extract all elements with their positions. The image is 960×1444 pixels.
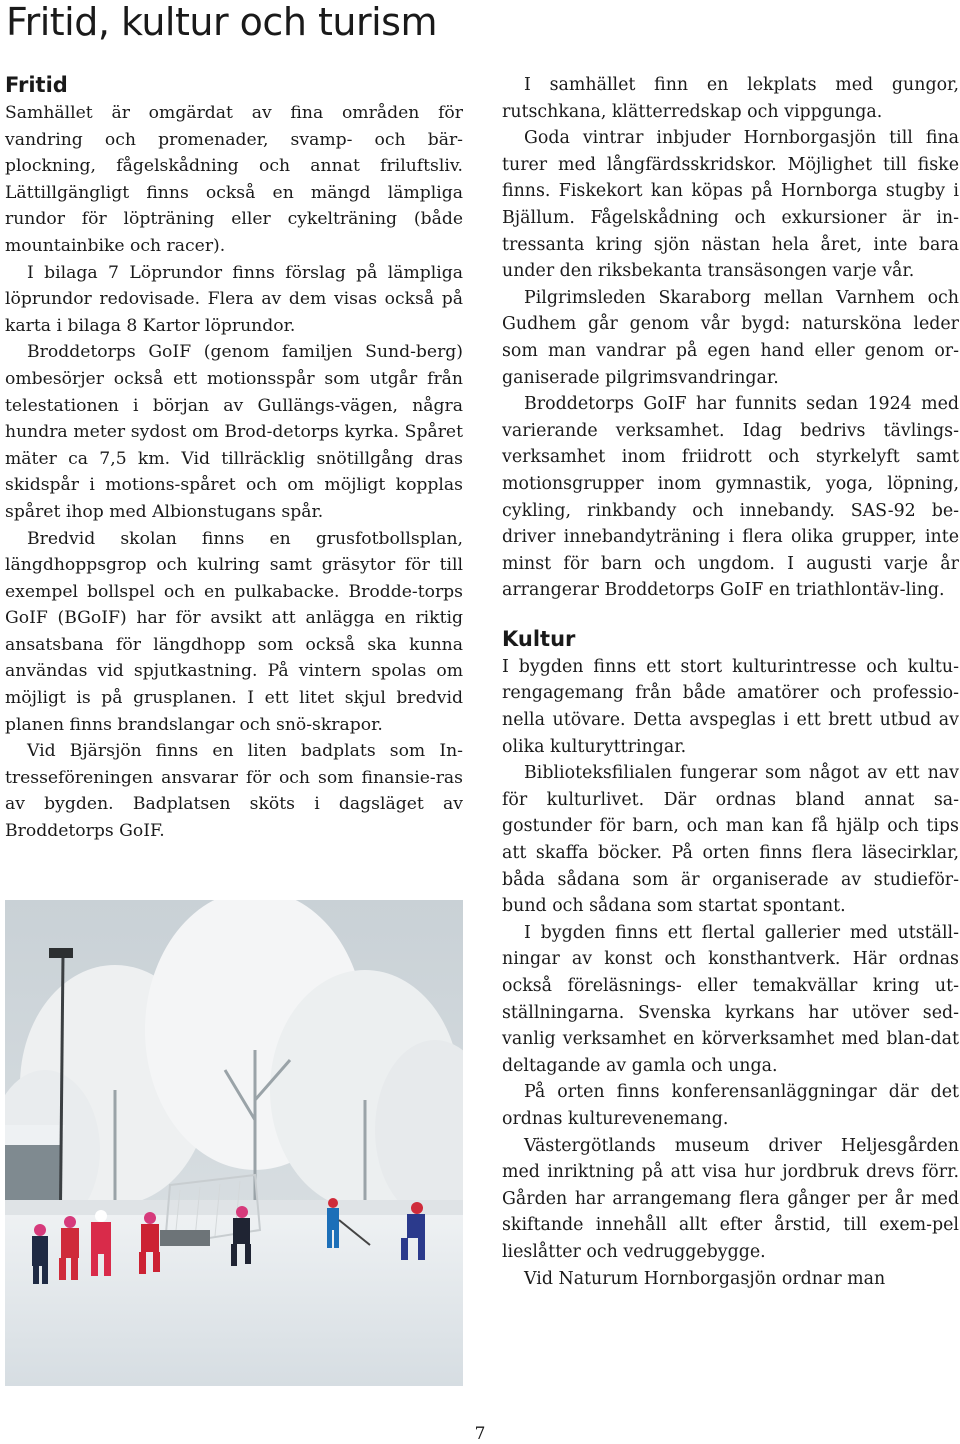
paragraph: Broddetorps GoIF har funnits sedan 1924 med varierande verksamhet. Idag bedrivs tävlings-verksamhet inom friidrott och styrkelyft samt motionsgrupper inom gymnastik, yoga, löpning, cykling, rinkbandy och innebandy. SAS-92 be-driver innebandyträning i flera olika grupper, inte minst för barn och ungdom. I augusti varje år arrangerar Broddetorps GoIF en triathlontäv-ling. xyxy=(502,394,959,601)
paragraph: I bilaga 7 Löprundor finns förslag på lämpliga löprundor redovisade. Flera av dem visas också på karta i bilaga 8 Kartor löprundor. xyxy=(5,262,463,336)
paragraph: På orten finns konferensanläggningar där det ordnas kulturevenemang. xyxy=(502,1082,959,1129)
paragraph: Broddetorps GoIF (genom familjen Sund-berg) ombesörjer också ett motionsspår som utgår från telestationen i början av Gullängs-vägen, några hundra meter sydost om Brod-detorps kyrka. Spåret mäter ca 7,5 km. Vid tillräcklig snötillgång dras skidspår i motions-spåret och om möjligt kopplas spåret ihop med Albionstugans spår. xyxy=(5,342,463,522)
paragraph: Biblioteksfilialen fungerar som något av ett nav för kulturlivet. Där ordnas bland annat sa-gostunder för barn, och man kan få hjälp och tips att skaffa böcker. På orten finns flera läsecirklar, båda sådana som är organiserade av studieför-bund och sådana som startat spontant. xyxy=(502,763,959,917)
section-heading-fritid: Fritid xyxy=(5,73,68,97)
page-title: Fritid, kultur och turism xyxy=(6,0,437,44)
kultur-text xyxy=(502,654,959,1292)
paragraph: Samhället är omgärdat av fina områden för vandring och promenader, svamp- och bär-plockning, fågelskådning och annat friluftsliv. Lättillgängligt finns också en mängd lämpliga rundor för löpträning eller cykelträning (både mountainbike och racer). xyxy=(5,103,463,256)
page-number: 7 xyxy=(474,1424,486,1444)
house xyxy=(5,1125,65,1200)
paragraph: Pilgrimsleden Skaraborg mellan Varnhem och Gudhem går genom vår bygd: natursköna leder som man vandrar på egen hand eller genom or-ganiserade pilgrimsvandringar. xyxy=(502,287,959,388)
paragraph: Vid Bjärsjön finns en liten badplats som In-tresseföreningen ansvarar för och som finansie-ras av bygden. Badplatsen sköts i dagsläget av Broddetorps GoIF. xyxy=(5,741,463,842)
paragraph: Vid Naturum Hornborgasjön ordnar man xyxy=(524,1268,886,1289)
paragraph: I bygden finns ett flertal gallerier med utställ-ningar av konst och konsthantverk. Här ordnas också föreläsnings- eller temakvällar kring ut-ställningarna. Svenska kyrkans har utöver sed-vanlig verksamhet en körverksamhet med blan-dat deltagande av gamla och unga. xyxy=(502,922,959,1076)
paragraph: Goda vintrar inbjuder Hornborgasjön till fina turer med långfärdsskridskor. Möjlighet till fiske finns. Fiskekort kan köpas på Hornborga stugby i Bjällum. Fågelskådning och exkursioner är in-tressanta kring sjön nästan hela året, inte bara under den riksbekanta transäsongen varje vår. xyxy=(502,128,959,282)
ice-skating-illustration xyxy=(5,900,463,1386)
paragraph: Bredvid skolan finns en grusfotbollsplan, längdhoppsgrop och kulring samt gräsytor för till exempel bollspel och en pulkabacke. Brodde-torps GoIF (BGoIF) har för avsikt att anlägga en riktig ansatsbana för längdhopp som också ska kunna användas vid spjutkastning. På vintern spolas om möjligt is på grusplanen. I ett litet skjul bredvid planen finns brandslangar och snö-skrapor. xyxy=(5,528,463,735)
fritid-text xyxy=(5,100,463,845)
section-heading-kultur: Kultur xyxy=(502,626,576,651)
paragraph: I bygden finns ett stort kulturintresse och kultu-rengagemang från både amatörer och professio-nella utövare. Detta avspeglas i ett brett utbud av olika kulturyttringar. xyxy=(502,656,959,757)
paragraph: Västergötlands museum driver Heljesgården med inriktning på att visa hur jordbruk drevs förr. Gården har arrangemang flera gånger per år med skiftande innehåll allt efter årstid, till exem-pel lieslåtter och vedruggebygge. xyxy=(502,1135,959,1262)
right-column xyxy=(502,72,959,1292)
paragraph: I samhället finn en lekplats med gungor, rutschkana, klätterredskap och vippgunga. xyxy=(502,75,959,122)
fritid-text-continued xyxy=(502,72,959,604)
left-column xyxy=(5,70,463,845)
winter-ice-photo xyxy=(5,900,463,1386)
